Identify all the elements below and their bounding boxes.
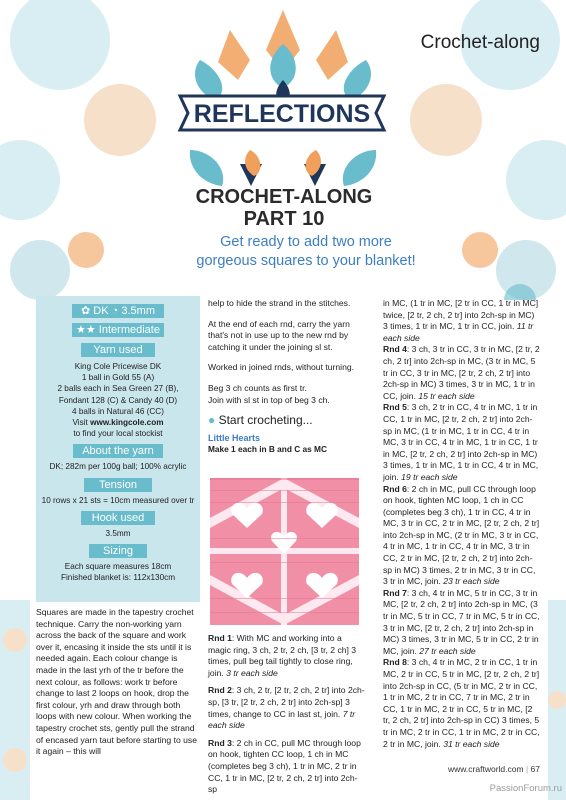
- sizing-line: Finished blanket is: 112x130cm: [60, 573, 176, 583]
- watermark: PassionForum.ru: [489, 783, 562, 794]
- section-label: Crochet-along: [420, 32, 540, 53]
- intro-paragraph: Squares are made in the tapestry crochet technique. Carry the non-working yarn across the back of the square and work over it, encasing it inside the sts until it is needed again. Each colour change is made in the last yrh of the tr before the next colour, as follows: work tr before change to last 2 loops on hook, drop the first colour, yrh and draw through both loops with new colour. When working the tapestry crochet sts, gently pull the strand of encased yarn taut before starting to use it again – this will: [36, 607, 197, 757]
- page-number: 67: [530, 764, 540, 774]
- little-hearts-swatch-photo: [210, 478, 359, 625]
- round-instruction: Rnd 7: 3 ch, 4 tr in MC, 5 tr in CC, 3 tr in MC, [2 tr, 2 ch, 2 tr] into 2ch-sp in MC, (3 tr in MC, 5 tr in CC, 7 tr in MC, 5 tr in CC, 3 tr in MC, [2 tr, 2 ch, 2 tr] into 2ch-sp in MC) 3 times, 3 tr in MC, 5 tr in CC, 2 tr in MC, join. 27 tr each side: [383, 587, 540, 656]
- paragraph: Join with sl st in top of beg 3 ch.: [208, 394, 330, 405]
- instructions-column-3: [383, 298, 540, 750]
- about-yarn-heading: About the yarn: [73, 444, 163, 458]
- subhead-line-2: gorgeous squares to your blanket!: [196, 253, 416, 269]
- rounds-column-2: [208, 633, 366, 805]
- yarn-line: King Cole Pricewise DK: [74, 362, 162, 371]
- footer-site-link[interactable]: www.craftworld.com: [447, 764, 524, 774]
- paragraph: Worked in joined rnds, without turning.: [208, 362, 355, 373]
- bullet-icon: ●: [208, 413, 216, 428]
- reflections-banner: [176, 92, 388, 134]
- yarn-line: 1 ball in Gold 55 (A): [81, 373, 155, 383]
- page-subhead: [186, 233, 426, 271]
- round-instruction: Rnd 5: 3 ch, 2 tr in CC, 4 tr in MC, 1 tr in CC, 1 tr in MC, [2 tr, 2 ch, 2 tr] into 2ch-sp in MC, (1 tr in MC, 1 tr in CC, 4 tr in MC, 3 tr in CC, 4 tr in MC, 1 tr in CC, 1 tr in MC, [2 tr, 2 ch, 2 tr] into 2ch-sp in MC) 3 times, 1 tr in MC, 1 tr in CC, 4 tr in MC, join. 19 tr each side: [383, 402, 539, 482]
- yarn-info-sidebar: [36, 296, 200, 602]
- tension-text: 10 rows x 21 sts = 10cm measured over tr: [41, 495, 195, 505]
- yarn-ball-icon: ✿: [81, 305, 91, 317]
- round-instruction: Rnd 6: 2 ch in MC, pull CC through loop on hook, tighten MC loop, 1 ch in CC (completes beg 3 ch), 1 tr in CC, 4 tr in MC, 3 tr in CC, 2 tr in MC, [2 tr, 2 ch, 2 tr] into 2ch-sp in MC, (2 tr in MC, 3 tr in CC, 4 tr in MC, 1 tr in CC, 4 tr in MC, 3 tr in CC, 2 tr in MC, [2 tr, 2 ch, 2 tr] into 2ch-sp in MC) 3 times, 2 tr in MC, 3 tr in CC, 3 tr in MC, join. 23 tr each side: [383, 483, 540, 587]
- yarn-website-link[interactable]: www.kingcole.com: [90, 418, 164, 428]
- sizing-line: Each square measures 18cm: [64, 562, 172, 572]
- weight-hook-pill: [72, 304, 164, 318]
- headline-line-1: CROCHET-ALONG: [195, 186, 373, 208]
- difficulty-pill: ★★ Intermediate: [72, 323, 164, 337]
- hook-used-text: 3.5mm: [105, 528, 131, 538]
- round-instruction: Rnd 3: 2 ch in CC, pull MC through loop on hook, tighten CC loop, 1 ch in MC (completes beg 3 ch), 1 tr in MC, 2 tr in CC, 1 tr in MC, [2 tr, 2 ch, 2 tr] into 2ch-sp: [208, 737, 361, 795]
- round-continuation: in MC, (1 tr in MC, [2 tr in CC, 1 tr in MC] twice, [2 tr, 2 ch, 2 tr] into 2ch-sp in MC) 3 times, 1 tr in MC, 1 tr in CC, join. 11 tr each side: [383, 298, 539, 343]
- page-footer: [448, 764, 540, 774]
- page-headline: [170, 186, 398, 230]
- round-instruction: Rnd 2: 3 ch, 2 tr, [2 tr, 2 ch, 2 tr] into 2ch-sp, [3 tr, [2 tr, 2 ch, 2 tr] into 2ch-sp] 3 times, change to CC in last st, join. 7 tr each side: [208, 685, 365, 731]
- pattern-title: Little Hearts: [208, 432, 261, 443]
- round-instruction: Rnd 1: With MC and working into a magic ring, 3 ch, 2 tr, 2 ch, [3 tr, 2 ch] 3 times, pull beg tail tightly to close ring, join. 3 tr each side: [208, 633, 357, 678]
- tension-heading: Tension: [84, 478, 152, 492]
- yarn-line: Fondant 128 (C) & Candy 40 (D): [58, 395, 178, 405]
- yarn-used-list: [36, 361, 200, 439]
- yarn-line: 2 balls each in Sea Green 27 (B),: [57, 384, 179, 394]
- yarn-line: 4 balls in Natural 46 (CC): [72, 406, 164, 416]
- stockist-line: to find your local stockist: [73, 429, 163, 439]
- start-crocheting-heading: ● Start crocheting...: [208, 413, 313, 428]
- subhead-line-1: Get ready to add two more: [220, 234, 392, 250]
- visit-line: Visit www.kingcole.com: [72, 418, 164, 428]
- footer-divider: |: [525, 764, 529, 774]
- paragraph: Beg 3 ch counts as first tr.: [208, 382, 307, 393]
- headline-line-2: PART 10: [243, 208, 325, 230]
- about-yarn-text: DK; 282m per 100g ball; 100% acrylic: [49, 462, 187, 472]
- hook-used-heading: Hook used: [81, 511, 155, 525]
- pattern-subtitle: Make 1 each in B and C as MC: [208, 444, 327, 455]
- intro-text-column: [36, 607, 200, 767]
- yarn-used-heading: Yarn used: [81, 343, 155, 357]
- weight-label: DK: [93, 305, 109, 317]
- round-instruction: Rnd 8: 3 ch, 4 tr in MC, 2 tr in CC, 1 tr in MC, 2 tr in CC, 5 tr in MC, [2 tr, 2 ch, 2 tr] into 2ch-sp in CC, (5 tr in MC, 2 tr in CC, 1 tr in MC, 2 tr in CC, 7 tr in MC, 2 tr in CC, 1 tr in MC, 2 tr in CC, 5 tr in MC, [2 tr, 2 ch, 2 tr] into 2ch-sp in CC) 3 times, 5 tr in MC, 2 tr in CC, 1 tr in MC, 2 tr in CC, 2 tr in MC, join. 31 tr each side: [383, 657, 540, 749]
- hook-icon: ◔: [111, 305, 119, 317]
- round-instruction: Rnd 4: 3 ch, 3 tr in CC, 3 tr in MC, [2 tr, 2 ch, 2 tr] into 2ch-sp in MC, (3 tr in MC, 5 tr in CC, 3 tr in MC, [2 tr, 2 ch, 2 tr] into 2ch-sp in MC) 3 times, 3 tr in MC, 1 tr in CC, join. 15 tr each side: [383, 344, 540, 401]
- instructions-column-2: [208, 298, 366, 460]
- banner-title: REFLECTIONS: [193, 100, 371, 128]
- sizing-heading: Sizing: [89, 544, 147, 558]
- paragraph: At the end of each rnd, carry the yarn that's not in use up to the new rnd by catching it under the joining sl st.: [208, 318, 350, 352]
- hook-size-label: 3.5mm: [121, 305, 155, 317]
- paragraph: help to hide the strand in the stitches.: [208, 298, 351, 308]
- sizing-text: [36, 561, 200, 583]
